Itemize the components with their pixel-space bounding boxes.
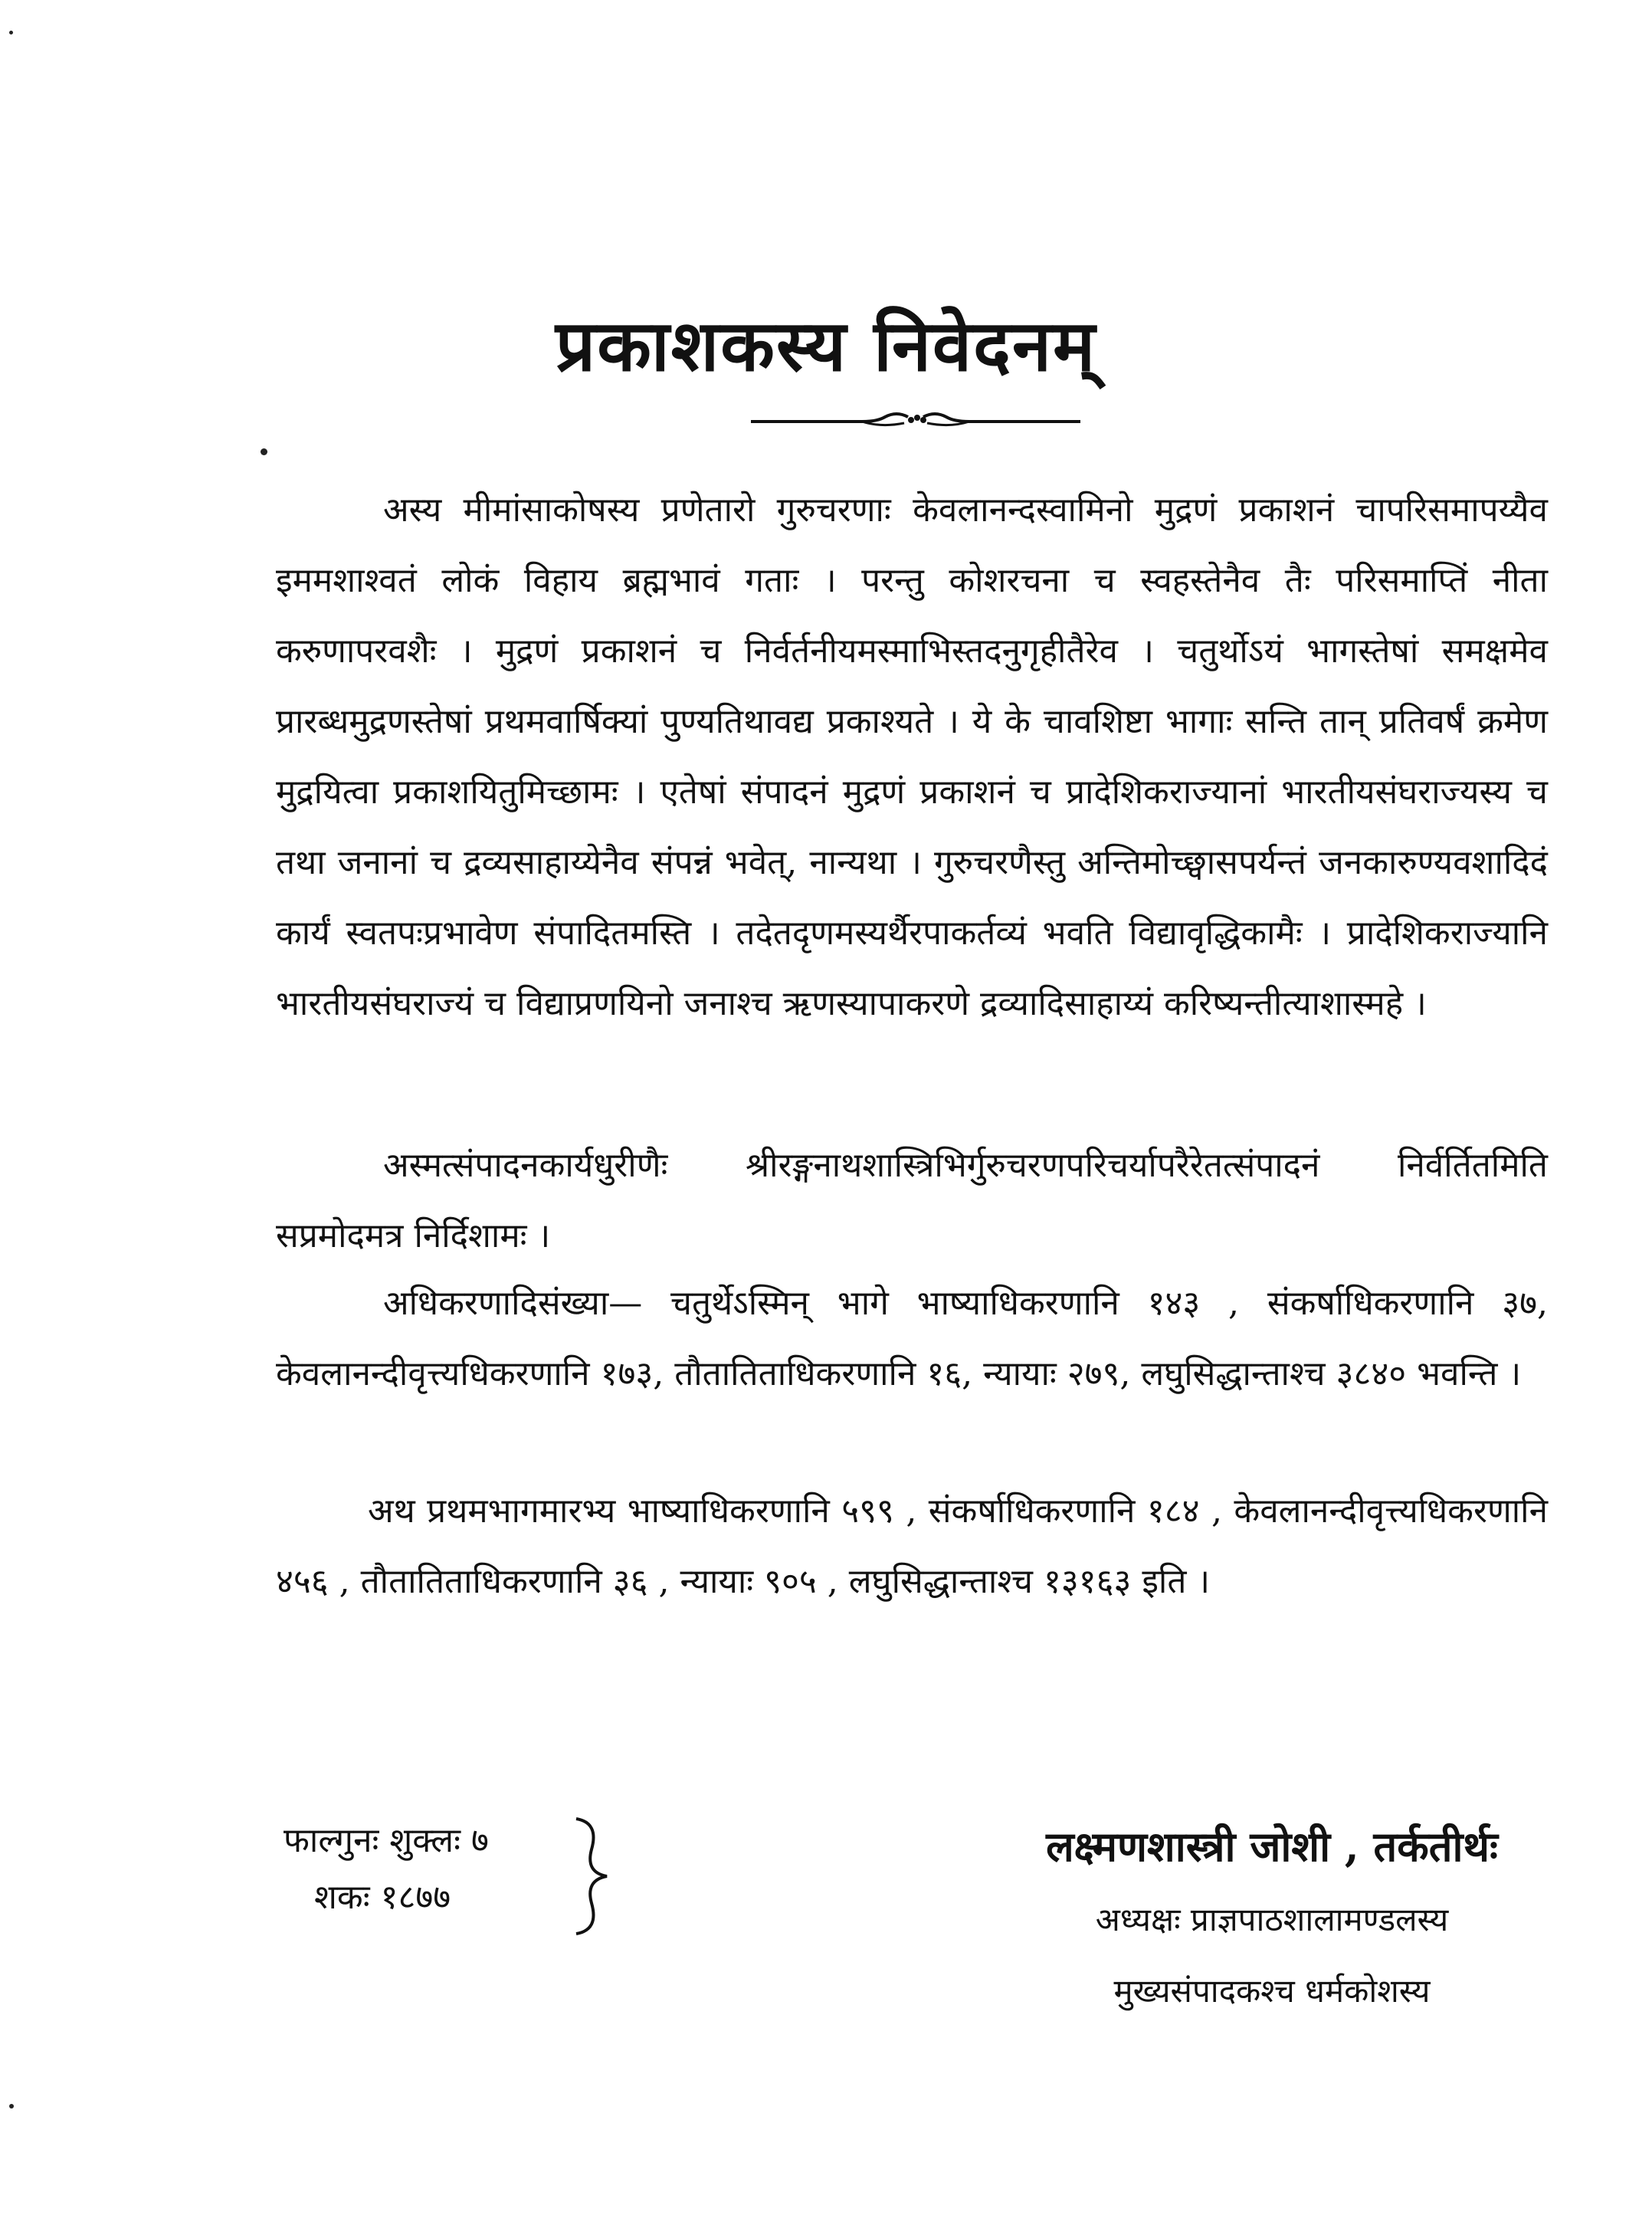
date-month: फाल्गुनः शुक्लः ७ — [284, 1821, 489, 1860]
date-block — [284, 1813, 489, 1926]
paragraph-section-counts: अधिकरणादिसंख्या— चतुर्थेऽस्मिन् भागे भाष्याधिकरणानि १४३ , संकर्षाधिकरणानि ३७, केवलानन्दीवृत्त्यधिकरणानि १७३, तौतातिताधिकरणानि १६, न्यायाः २७९, लघुसिद्धान्ताश्च ३८४० भवन्ति । — [276, 1284, 1548, 1393]
speck-mark — [9, 31, 13, 34]
signatory-role-1: अध्यक्षः प्राज्ञपाठशालामण्डलस्य — [1095, 1901, 1449, 1938]
page-title: प्रकाशकस्य निवेदनम् — [555, 304, 1097, 387]
speck-mark — [261, 448, 267, 455]
paragraph-cumulative-counts: अथ प्रथमभागमारभ्य भाष्याधिकरणानि ५९९ , संकर्षाधिकरणानि १८४ , केवलानन्दीवृत्त्यधिकरणानि ४५६ , तौतातिताधिकरणानि ३६ , न्यायाः ९०५ , लघुसिद्धान्ताश्च १३१६३ इति । — [276, 1492, 1548, 1601]
date-year: शकः १८७७ — [314, 1878, 451, 1917]
title-ornament — [747, 405, 1084, 435]
curly-brace — [569, 1815, 615, 1938]
paragraph-editor-credit: अस्मत्संपादनकार्यधुरीणैः श्रीरङ्गनाथशास्त्रिभिर्गुरुचरणपरिचर्यापरैरेतत्संपादनं निर्वर्तितमिति सप्रमोदमत्र निर्दिशामः । — [276, 1146, 1548, 1255]
signatory-role-2: मुख्यसंपादकश्च धर्मकोशस्य — [1113, 1972, 1431, 2010]
speck-mark — [9, 2104, 14, 2108]
paragraph-intro: अस्य मीमांसाकोषस्य प्रणेतारो गुरुचरणाः केवलानन्दस्वामिनो मुद्रणं प्रकाशनं चापरिसमापय्यैव इममशाश्वतं लोकं विहाय ब्रह्मभावं गताः । परन्तु कोशरचना च स्वहस्तेनैव तैः परिसमाप्तिं नीता करुणापरवशैः । मुद्रणं प्रकाशनं च निर्वर्तनीयमस्माभिस्तदनुगृहीतैरेव । चतुर्थोऽयं भागस्तेषां समक्षमेव प्रारब्धमुद्रणस्तेषां प्रथमवार्षिक्यां पुण्यतिथावद्य प्रकाश्यते । ये के चावशिष्टा भागाः सन्ति तान् प्रतिवर्षं क्रमेण मुद्रयित्वा प्रकाशयितुमिच्छामः । एतेषां संपादनं मुद्रणं प्रकाशनं च प्रादेशिकराज्यानां भारतीयसंघराज्यस्य च तथा जनानां च द्रव्यसाहाय्येनैव संपन्नं भवेत्, नान्यथा । गुरुचरणैस्तु अन्तिमोच्छ्वासपर्यन्तं जनकारुण्यवशादिदं कार्यं स्वतपःप्रभावेण संपादितमस्ति । तदेतदृणमस्यर्थैरपाकर्तव्यं भवति विद्यावृद्धिकामैः । प्रादेशिकराज्यानि भारतीयसंघराज्यं च विद्याप्रणयिनो जनाश्च ऋणस्यापाकरणे द्रव्यादिसाहाय्यं करिष्यन्तीत्याशास्महे । — [276, 491, 1548, 1023]
signatory-name: लक्ष्मणशास्त्री जोशी , तर्कतीर्थः — [1046, 1822, 1498, 1871]
